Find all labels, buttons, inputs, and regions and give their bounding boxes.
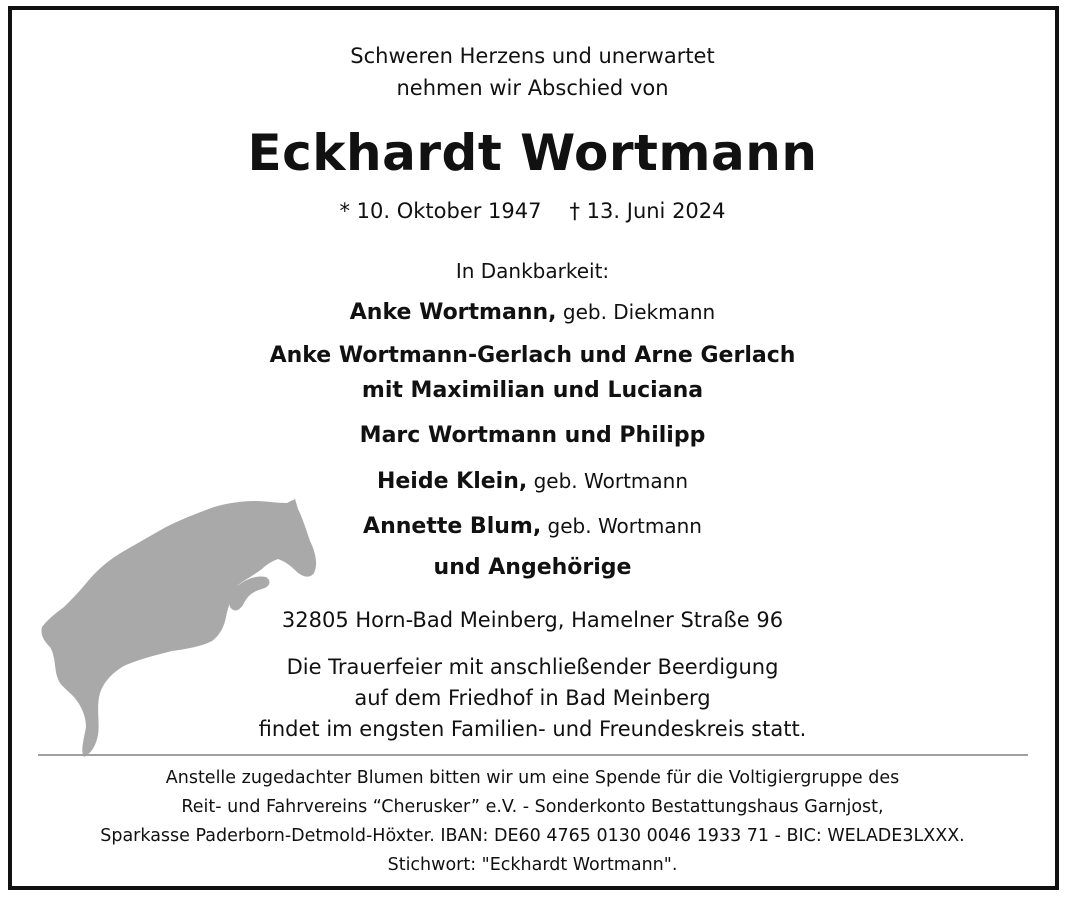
family-name: Anke Wortmann, [349,300,557,325]
divider [38,754,1028,756]
donation-line: Anstelle zugedachter Blumen bitten wir um eine Spende für die Voltigiergruppe des [165,768,900,788]
intro-line: Schweren Herzens und unerwartet [350,44,715,68]
donation-line: Stichwort: "Eckhardt Wortmann". [387,855,678,875]
ceremony-info [0,652,1065,745]
family-line [0,551,1065,585]
family-name: Annette Blum, [363,514,542,539]
thanks-label: In Dankbarkeit: [455,259,610,283]
family-line [0,339,1065,373]
ceremony-line: auf dem Friedhof in Bad Meinberg [354,686,711,710]
ceremony-line: findet im engsten Familien- und Freundeskreis statt. [258,717,807,741]
donation-line: Reit- und Fahrvereins “Cherusker” e.V. - Sonderkonto Bestattungshaus Garnjost, [181,797,884,817]
family-name: Heide Klein, [376,469,528,494]
donation-note [0,764,1065,880]
intro-line: nehmen wir Abschied von [396,76,669,100]
family-note: geb. Wortmann [527,469,689,493]
donation-line: Sparkasse Paderborn-Detmold-Höxter. IBAN: DE60 4765 0130 0046 1933 71 - BIC: WELADE3LXXX. [100,826,965,846]
family-line [0,419,1065,453]
death-date: † 13. Juni 2024 [569,199,726,223]
address: 32805 Horn-Bad Meinberg, Hamelner Straße 96 [281,608,784,632]
intro-text [0,40,1065,104]
family-line [0,295,1065,330]
ceremony-line: Die Trauerfeier mit anschließender Beerdigung [286,655,779,679]
family-note: geb. Wortmann [541,514,702,538]
family-name: Anke Wortmann-Gerlach und Arne Gerlach [269,343,796,368]
life-dates [0,196,1065,226]
family-name: Marc Wortmann und Philipp [359,423,706,448]
deceased-name: Eckhardt Wortmann [247,124,818,182]
family-name: und Angehörige [433,555,632,580]
family-name: mit Maximilian und Luciana [361,378,704,403]
family-line [0,374,1065,408]
family-note: geb. Diekmann [556,300,716,324]
birth-date: * 10. Oktober 1947 [339,199,542,223]
family-line [0,464,1065,499]
family-line [0,509,1065,544]
